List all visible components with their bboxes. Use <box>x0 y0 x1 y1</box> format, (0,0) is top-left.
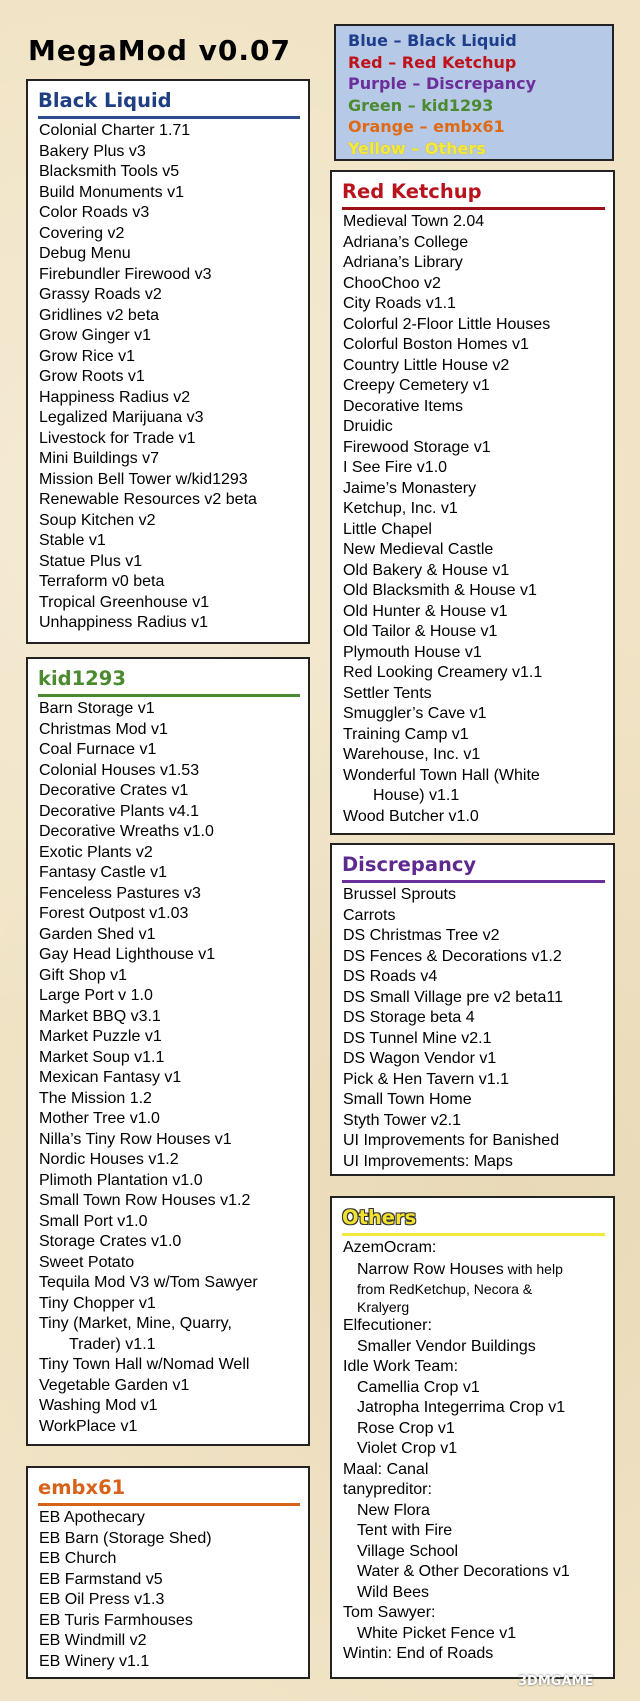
list-item: Barn Storage v1 <box>39 700 155 717</box>
list-item: Pick & Hen Tavern v1.1 <box>343 1070 510 1088</box>
list-item: Mini Buildings v7 <box>39 450 160 467</box>
legend-yellow: Yellow – Others <box>348 138 486 158</box>
list-item: Gift Shop v1 <box>39 966 128 984</box>
kid1293-list <box>28 699 308 1437</box>
list-item: Washing Mod v1 <box>39 1397 158 1414</box>
author-label: tanypreditor: <box>343 1481 432 1498</box>
list-item: DS Small Village pre v2 beta11 <box>343 988 563 1006</box>
list-item: Decorative Crates v1 <box>39 782 189 799</box>
list-item-continuation: Trader) v1.1 <box>69 1335 156 1353</box>
list-item: Coal Furnace v1 <box>39 741 157 758</box>
author-label: Elfecutioner: <box>343 1317 432 1334</box>
list-item: DS Tunnel Mine v2.1 <box>343 1029 492 1047</box>
list-item: Plymouth House v1 <box>343 643 482 661</box>
list-item: Colorful Boston Homes v1 <box>343 336 529 353</box>
list-item: Market Puzzle v1 <box>39 1028 162 1045</box>
legend-purple: Purple – Discrepancy <box>348 74 537 93</box>
black-liquid-list <box>28 121 308 634</box>
list-item: White Picket Fence v1 <box>357 1624 517 1642</box>
list-item: Druidic <box>343 418 393 435</box>
list-item: WorkPlace v1 <box>39 1417 138 1435</box>
list-item: Garden Shed v1 <box>39 925 156 943</box>
list-item: Storage Crates v1.0 <box>39 1233 182 1250</box>
list-item: Adriana’s College <box>343 233 469 251</box>
watermark-text: 3DMGAME <box>518 1674 594 1689</box>
discrepancy-list <box>332 885 613 1172</box>
list-item: Forest Outpost v1.03 <box>39 905 189 922</box>
page-title: MegaMod v0.07 <box>28 34 292 67</box>
red-ketchup-header: Red Ketchup <box>342 180 482 203</box>
list-item: Vegetable Garden v1 <box>39 1376 190 1394</box>
list-item: Wood Butcher v1.0 <box>343 807 479 825</box>
list-item: Mission Bell Tower w/kid1293 <box>39 470 248 488</box>
list-item: Smuggler’s Cave v1 <box>343 705 487 722</box>
list-item: Jatropha Integerrima Crop v1 <box>357 1399 566 1416</box>
list-item: Happiness Radius v2 <box>39 388 191 406</box>
list-item: Colonial Houses v1.53 <box>39 761 200 779</box>
list-item: Carrots <box>343 906 396 924</box>
item-note: with help <box>503 1260 563 1277</box>
list-item: Market Soup v1.1 <box>39 1048 165 1066</box>
list-item: Colonial Charter 1.71 <box>39 122 191 139</box>
list-item: Large Port v 1.0 <box>39 987 153 1004</box>
list-item: Tequila Mod V3 w/Tom Sawyer <box>39 1274 258 1291</box>
list-item: Mexican Fantasy v1 <box>39 1069 182 1086</box>
list-item: EB Winery v1.1 <box>39 1652 150 1670</box>
list-item: Decorative Plants v4.1 <box>39 802 200 820</box>
list-item: UI Improvements: Maps <box>343 1152 513 1170</box>
header-rule <box>342 1233 605 1236</box>
list-item: Grassy Roads v2 <box>39 286 162 303</box>
list-item: Village School <box>357 1542 459 1560</box>
list-item: Fenceless Pastures v3 <box>39 884 201 902</box>
list-item: DS Fences & Decorations v1.2 <box>343 947 562 965</box>
author-label: Idle Work Team: <box>343 1358 459 1375</box>
list-item <box>343 1259 609 1281</box>
list-item: Creepy Cemetery v1 <box>343 377 490 394</box>
list-item: EB Oil Press v1.3 <box>39 1591 165 1608</box>
item-note: Kralyerg <box>357 1299 410 1315</box>
header-rule <box>342 880 605 883</box>
embx61-panel <box>26 1466 310 1679</box>
list-item: Styth Tower v2.1 <box>343 1111 461 1129</box>
list-item: Country Little House v2 <box>343 356 510 374</box>
legend-red: Red – Red Ketchup <box>348 52 517 72</box>
list-item: Old Hunter & House v1 <box>343 602 508 620</box>
list-item: Grow Rice v1 <box>39 347 136 365</box>
list-item: Unhappiness Radius v1 <box>39 614 208 631</box>
list-item: Nordic Houses v1.2 <box>39 1151 179 1168</box>
list-item: New Flora <box>357 1501 430 1519</box>
color-legend <box>334 24 614 161</box>
kid1293-panel <box>26 657 310 1446</box>
list-item: Camellia Crop v1 <box>357 1378 480 1396</box>
list-item: Legalized Marijuana v3 <box>39 409 204 426</box>
list-item-line: Tiny (Market, Mine, Quarry, <box>39 1315 232 1332</box>
red-ketchup-panel <box>330 170 615 835</box>
list-item: Rose Crop v1 <box>357 1419 455 1437</box>
list-item: Tent with Fire <box>357 1522 453 1539</box>
list-item: Nilla’s Tiny Row Houses v1 <box>39 1130 232 1148</box>
list-item: Fantasy Castle v1 <box>39 864 168 881</box>
list-item: Jaime’s Monastery <box>343 479 477 497</box>
list-item: Livestock for Trade v1 <box>39 429 196 447</box>
list-item: Small Port v1.0 <box>39 1212 148 1230</box>
list-item: Decorative Items <box>343 397 464 415</box>
list-item: Old Blacksmith & House v1 <box>343 582 537 599</box>
list-item: Red Looking Creamery v1.1 <box>343 664 543 681</box>
list-item: New Medieval Castle <box>343 541 494 558</box>
list-item: Grow Ginger v1 <box>39 327 152 344</box>
list-item: EB Farmstand v5 <box>39 1570 163 1588</box>
author-label: Tom Sawyer: <box>343 1604 436 1621</box>
others-header: Others <box>342 1206 417 1229</box>
list-item: Decorative Wreaths v1.0 <box>39 823 214 840</box>
discrepancy-panel <box>330 843 615 1176</box>
list-item: Grow Roots v1 <box>39 368 145 385</box>
author-label: Wintin: End of Roads <box>343 1645 494 1662</box>
list-item <box>39 1314 304 1355</box>
list-item: Gay Head Lighthouse v1 <box>39 946 216 963</box>
list-item: Renewable Resources v2 beta <box>39 491 257 508</box>
list-item: EB Barn (Storage Shed) <box>39 1529 212 1547</box>
legend-orange: Orange – embx61 <box>348 117 505 136</box>
legend-green: Green – kid1293 <box>348 95 494 115</box>
header-rule <box>38 1503 300 1506</box>
list-item: Blacksmith Tools v5 <box>39 163 180 180</box>
list-item: Settler Tents <box>343 684 432 702</box>
author-label: AzemOcram: <box>343 1239 437 1256</box>
embx61-list <box>28 1508 308 1672</box>
list-item: Plimoth Plantation v1.0 <box>39 1171 203 1189</box>
list-item: Debug Menu <box>39 245 131 262</box>
list-item: The Mission 1.2 <box>39 1089 152 1107</box>
list-item: Old Tailor & House v1 <box>343 623 498 640</box>
list-item: Wild Bees <box>357 1583 430 1601</box>
list-item: Tiny Town Hall w/Nomad Well <box>39 1356 250 1373</box>
author-label: Maal: Canal <box>343 1460 429 1478</box>
list-item: Training Camp v1 <box>343 725 469 743</box>
embx61-header: embx61 <box>38 1476 126 1499</box>
list-item: EB Windmill v2 <box>39 1632 147 1649</box>
others-list <box>332 1238 613 1665</box>
list-item: DS Storage beta 4 <box>343 1009 475 1026</box>
list-item: DS Wagon Vendor v1 <box>343 1050 497 1067</box>
list-item: Ketchup, Inc. v1 <box>343 500 458 517</box>
list-item: Color Roads v3 <box>39 204 150 221</box>
list-item-line: Wonderful Town Hall (White <box>343 766 540 784</box>
list-item: EB Church <box>39 1550 117 1567</box>
list-item: Little Chapel <box>343 520 432 538</box>
watermark-logo <box>518 1674 593 1689</box>
list-item: EB Apothecary <box>39 1509 145 1526</box>
kid1293-header: kid1293 <box>38 667 126 690</box>
list-item: Exotic Plants v2 <box>39 843 153 861</box>
item-note: from RedKetchup, Necora & <box>357 1281 533 1297</box>
black-liquid-header: Black Liquid <box>38 89 172 112</box>
list-item: Market BBQ v3.1 <box>39 1007 161 1025</box>
black-liquid-panel <box>26 79 310 644</box>
list-item: EB Turis Farmhouses <box>39 1611 193 1629</box>
list-item: Terraform v0 beta <box>39 573 165 590</box>
list-item: Violet Crop v1 <box>357 1440 458 1457</box>
legend-blue: Blue – Black Liquid <box>348 31 517 50</box>
list-item: Small Town Row Houses v1.2 <box>39 1192 251 1209</box>
header-rule <box>342 207 605 210</box>
list-item: I See Fire v1.0 <box>343 459 448 476</box>
list-item: Small Town Home <box>343 1091 472 1108</box>
list-item: Bakery Plus v3 <box>39 142 146 160</box>
list-item: Build Monuments v1 <box>39 183 184 201</box>
list-item: City Roads v1.1 <box>343 295 456 312</box>
list-item: UI Improvements for Banished <box>343 1132 560 1149</box>
item-name: Narrow Row Houses <box>357 1260 504 1278</box>
list-item: Colorful 2-Floor Little Houses <box>343 315 551 333</box>
list-item: Smaller Vendor Buildings <box>357 1337 536 1355</box>
list-item: Covering v2 <box>39 224 125 242</box>
list-item: Soup Kitchen v2 <box>39 511 156 529</box>
list-item: ChooChoo v2 <box>343 274 441 292</box>
list-item: Statue Plus v1 <box>39 552 143 570</box>
list-item: Firewood Storage v1 <box>343 438 491 456</box>
list-item: Gridlines v2 beta <box>39 306 160 324</box>
header-rule <box>38 694 300 697</box>
header-rule <box>38 116 300 119</box>
list-item: Tiny Chopper v1 <box>39 1294 156 1312</box>
list-item: Christmas Mod v1 <box>39 720 168 738</box>
list-item-continuation: House) v1.1 <box>373 787 460 804</box>
discrepancy-header: Discrepancy <box>342 853 477 876</box>
list-item: Medieval Town 2.04 <box>343 213 485 230</box>
list-item: DS Roads v4 <box>343 968 438 985</box>
red-ketchup-list <box>332 212 613 827</box>
list-item: Tropical Greenhouse v1 <box>39 593 210 611</box>
list-item <box>343 766 609 807</box>
others-panel <box>330 1196 615 1679</box>
list-item: Adriana’s Library <box>343 254 463 271</box>
list-item: Water & Other Decorations v1 <box>357 1563 570 1580</box>
list-item: Stable v1 <box>39 532 106 549</box>
list-item: Mother Tree v1.0 <box>39 1110 160 1127</box>
list-item: Sweet Potato <box>39 1253 135 1271</box>
list-item: Brussel Sprouts <box>343 886 456 903</box>
list-item: DS Christmas Tree v2 <box>343 927 500 944</box>
list-item: Warehouse, Inc. v1 <box>343 746 481 763</box>
list-item: Firebundler Firewood v3 <box>39 265 212 283</box>
list-item: Old Bakery & House v1 <box>343 561 510 579</box>
